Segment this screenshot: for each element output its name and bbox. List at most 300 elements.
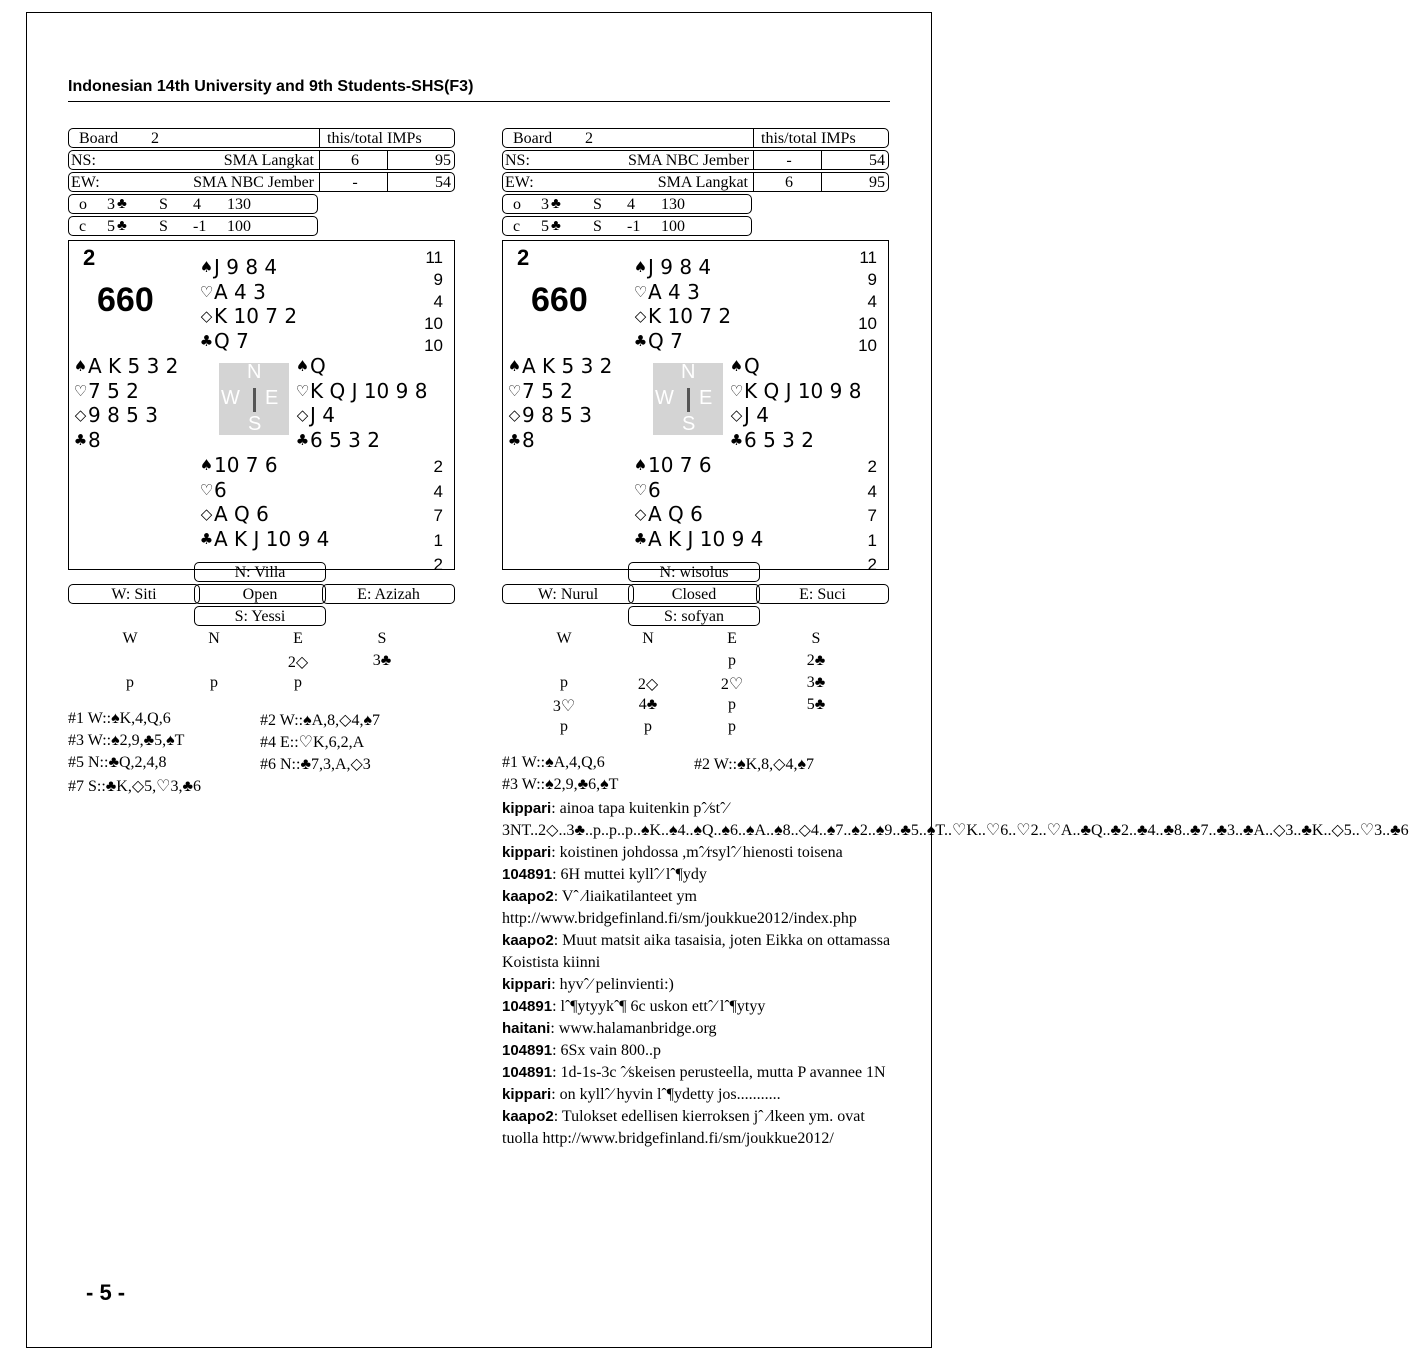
trick-count: 4 xyxy=(867,292,877,311)
result-tricks: -1 xyxy=(193,218,207,235)
east-spades-cards: Q xyxy=(310,354,326,378)
north-hand xyxy=(633,255,731,353)
trick-count: 7 xyxy=(867,506,877,525)
comment-text: : Muut matsit aika tasaisia, joten Eikka on ottamassa Koistista kiinni xyxy=(502,932,891,971)
comment xyxy=(502,886,894,930)
comment xyxy=(502,1106,894,1150)
spade-icon: ♠ xyxy=(633,258,648,276)
west-clubs-line xyxy=(73,428,178,453)
west-diamonds-line xyxy=(73,403,178,428)
ew-total: 95 xyxy=(869,174,885,191)
north-spades-cards: J 9 8 4 xyxy=(648,255,712,279)
result-letter: c xyxy=(513,218,521,235)
south-diamonds-line xyxy=(199,502,329,527)
north-hearts-line xyxy=(633,280,731,305)
bidding-row xyxy=(502,718,889,740)
west-hearts-line xyxy=(507,379,612,404)
east-clubs-line xyxy=(295,428,427,453)
cell-divider xyxy=(387,172,388,192)
cell-divider xyxy=(319,128,320,148)
closed-room-result-row xyxy=(502,216,752,236)
diamond-icon: ◇ xyxy=(74,406,87,424)
diamond-icon: ◇ xyxy=(634,307,647,325)
trick-count: 1 xyxy=(867,530,877,550)
bid: p xyxy=(728,718,736,735)
trick-count: 10 xyxy=(424,336,443,355)
north-spades-line xyxy=(633,255,731,280)
comment xyxy=(502,930,894,974)
south-clubs-line xyxy=(199,527,329,552)
result-letter: o xyxy=(513,196,521,213)
north-hearts-line xyxy=(199,280,297,305)
result-tricks: -1 xyxy=(627,218,641,235)
south-diamonds-cards: A Q 6 xyxy=(648,502,703,526)
ew-row xyxy=(68,172,455,192)
bidding-row xyxy=(68,674,455,696)
result-declarer: S xyxy=(159,218,168,235)
comment-author: kaapo2 xyxy=(502,1108,554,1125)
east-hearts-cards: K Q J 10 9 8 xyxy=(744,378,862,403)
club-icon: ♣ xyxy=(199,529,214,548)
north-hearts-cards: A 4 3 xyxy=(648,279,700,304)
result-score: 100 xyxy=(227,218,251,235)
spade-icon: ♠ xyxy=(73,357,88,375)
comment-text: : Tulokset edellisen kierroksen jˆ ⁄lkeen ym. ovat tuolla http://www.bridgefinland.fi/sm/joukkue2012/ xyxy=(502,1108,865,1147)
comment-author: kaapo2 xyxy=(502,888,554,905)
south-hand xyxy=(633,453,763,551)
comment-author: kaapo2 xyxy=(502,932,554,949)
comment xyxy=(502,842,894,864)
trick-count: 9 xyxy=(867,270,877,289)
club-icon: ♣ xyxy=(199,331,214,350)
cell-divider xyxy=(387,150,388,170)
ns-label: NS: xyxy=(71,152,96,169)
compass xyxy=(219,363,289,435)
bid: 2♣ xyxy=(806,652,826,669)
trick-count: 4 xyxy=(433,292,443,311)
result-contract: 5 xyxy=(541,218,549,235)
bidding-seat: E xyxy=(727,630,737,647)
compass-w: W xyxy=(221,387,240,409)
diamond-icon: ◇ xyxy=(200,307,213,325)
west-diamonds-cards: 9 8 5 3 xyxy=(88,403,158,427)
south-diamonds-cards: A Q 6 xyxy=(214,502,269,526)
trick-play: #5 N::♣Q,2,4,8 xyxy=(68,754,167,771)
cell-divider xyxy=(753,128,754,148)
south-diamonds-line xyxy=(633,502,763,527)
bidding-row xyxy=(502,674,889,696)
comment xyxy=(502,1040,894,1062)
bidding-seat: S xyxy=(377,630,387,647)
compass-s: S xyxy=(248,413,262,435)
bidding-seat: N xyxy=(208,630,220,647)
bidding-seat: E xyxy=(293,630,303,647)
board-record-closed xyxy=(502,128,1409,1288)
heart-icon: ♡ xyxy=(73,381,88,400)
diamond-icon: ◇ xyxy=(634,505,647,523)
ns-team: SMA Langkat xyxy=(223,152,314,169)
ew-imps: 6 xyxy=(785,174,793,191)
trick-count: 10 xyxy=(424,314,443,333)
trick-play: #3 W::♠2,9,♣6,♠T xyxy=(502,776,619,793)
trick-count: 7 xyxy=(433,506,443,525)
south-clubs-cards: A K J 10 9 4 xyxy=(648,526,764,551)
ew-team: SMA NBC Jember xyxy=(193,174,314,191)
trick-count: 4 xyxy=(867,481,877,501)
west-spades-cards: A K 5 3 2 xyxy=(522,354,613,378)
trick-count: 4 xyxy=(433,481,443,501)
south-clubs-line xyxy=(633,527,763,552)
trick-count: 2 xyxy=(433,457,443,476)
trick-play: #6 N::♣7,3,A,◇3 xyxy=(260,756,371,773)
east-diamonds-line xyxy=(729,403,861,428)
par-score: 660 xyxy=(97,281,154,319)
trick-play: #2 W::♠A,8,◇4,♠7 xyxy=(260,712,380,729)
cell-divider xyxy=(821,172,822,192)
result-score: 100 xyxy=(661,218,685,235)
west-hand xyxy=(507,354,612,452)
result-suit: ♣ xyxy=(551,196,561,212)
south-spades-cards: 10 7 6 xyxy=(214,453,278,477)
trick-play: #2 W::♠K,8,◇4,♠7 xyxy=(694,756,814,773)
comment xyxy=(502,996,894,1018)
west-spades-line xyxy=(507,354,612,379)
bid: 4♣ xyxy=(638,696,658,713)
comment-text: : on kyllˆ⁄ hyvin lˆ¶ydetty jos........... xyxy=(551,1086,781,1103)
comment xyxy=(502,1062,894,1084)
trick-play: #4 E::♡K,6,2,A xyxy=(260,734,365,751)
south-hand xyxy=(199,453,329,551)
spade-icon: ♠ xyxy=(199,456,214,474)
south-hearts-line xyxy=(633,478,763,503)
bid: p xyxy=(210,674,218,691)
west-spades-line xyxy=(73,354,178,379)
bidding-header xyxy=(68,630,455,652)
comment xyxy=(502,798,1409,842)
par-score: 660 xyxy=(531,281,588,319)
board-record-open xyxy=(68,128,455,828)
comment-author: kippari xyxy=(502,844,552,861)
result-suit: ♣ xyxy=(551,218,561,234)
comment xyxy=(502,1084,894,1106)
player-west: W: Nurul xyxy=(502,584,634,604)
club-icon: ♣ xyxy=(73,430,88,449)
bid: 3♣ xyxy=(372,652,392,669)
page-title: Indonesian 14th University and 9th Students-SHS(F3) xyxy=(68,78,474,95)
trick-play: #1 W::♠K,4,Q,6 xyxy=(68,710,171,727)
west-hearts-line xyxy=(73,379,178,404)
player-south: S: Yessi xyxy=(194,606,326,626)
east-spades-line xyxy=(295,354,427,379)
club-icon: ♣ xyxy=(633,529,648,548)
imps-label: this/total IMPs xyxy=(327,130,422,147)
east-hearts-cards: K Q J 10 9 8 xyxy=(310,378,428,403)
result-contract: 3 xyxy=(107,196,115,213)
south-clubs-cards: A K J 10 9 4 xyxy=(214,526,330,551)
bidding-row xyxy=(502,696,889,718)
club-icon: ♣ xyxy=(729,430,744,449)
cell-divider xyxy=(753,150,754,170)
comment-text: : koistinen johdossa ,mˆ⁄rsylˆ⁄ hienosti toisena xyxy=(551,844,843,861)
bidding-row xyxy=(502,652,889,674)
heart-icon: ♡ xyxy=(199,480,214,499)
result-suit: ♣ xyxy=(117,196,127,212)
heart-icon: ♡ xyxy=(729,381,744,400)
diamond-icon: ◇ xyxy=(296,406,309,424)
ns-total: 54 xyxy=(869,152,885,169)
player-west: W: Siti xyxy=(68,584,200,604)
board-number: 2 xyxy=(151,130,159,147)
ew-team: SMA Langkat xyxy=(657,174,748,191)
bid: 3♡ xyxy=(552,698,576,715)
closed-room-result-row xyxy=(68,216,318,236)
board-label: Board xyxy=(513,130,553,147)
ns-trick-table xyxy=(415,247,443,357)
cell-divider xyxy=(753,172,754,192)
bidding-seat: S xyxy=(811,630,821,647)
bidding-header xyxy=(502,630,889,652)
spade-icon: ♠ xyxy=(507,357,522,375)
diagram-board-number: 2 xyxy=(83,245,96,270)
player-north: N: wisolus xyxy=(628,562,760,582)
trick-play: #1 W::♠A,4,Q,6 xyxy=(502,754,605,771)
east-hearts-line xyxy=(729,379,861,404)
comment xyxy=(502,974,894,996)
compass-e: E xyxy=(265,387,279,409)
comment-author: haitani xyxy=(502,1020,551,1037)
comment-author: kippari xyxy=(502,800,552,817)
north-diamonds-cards: K 10 7 2 xyxy=(648,304,732,328)
result-declarer: S xyxy=(593,218,602,235)
player-south: S: sofyan xyxy=(628,606,760,626)
title-rule xyxy=(68,101,890,102)
comment-text: : www.halamanbridge.org xyxy=(550,1020,717,1037)
west-clubs-cards: 8 xyxy=(88,427,101,452)
ns-imps: 6 xyxy=(351,152,359,169)
board-header-row xyxy=(502,128,889,148)
comment-text: : Vˆ ⁄liaikatilanteet ym http://www.bridgefinland.fi/sm/joukkue2012/index.php xyxy=(502,888,857,927)
board-label: Board xyxy=(79,130,119,147)
bid: 3♣ xyxy=(806,674,826,691)
east-clubs-cards: 6 5 3 2 xyxy=(310,427,380,452)
east-diamonds-line xyxy=(295,403,427,428)
result-declarer: S xyxy=(593,196,602,213)
east-clubs-line xyxy=(729,428,861,453)
ew-trick-table xyxy=(415,455,443,578)
open-room-result-row xyxy=(502,194,752,214)
ns-team: SMA NBC Jember xyxy=(628,152,749,169)
player-east: E: Azizah xyxy=(322,584,455,604)
club-icon: ♣ xyxy=(295,430,310,449)
south-spades-line xyxy=(199,453,329,478)
result-contract: 5 xyxy=(107,218,115,235)
east-spades-line xyxy=(729,354,861,379)
trick-count: 9 xyxy=(433,270,443,289)
trick-count: 11 xyxy=(859,248,877,267)
west-hearts-cards: 7 5 2 xyxy=(88,378,139,403)
comment-text: : 1d-1s-3c ˆ⁄skeisen perusteella, mutta P avannee 1N xyxy=(552,1064,886,1081)
player-north: N: Villa xyxy=(194,562,326,582)
bidding-seat: W xyxy=(122,630,138,647)
result-contract: 3 xyxy=(541,196,549,213)
north-clubs-line xyxy=(633,329,731,354)
trick-count: 10 xyxy=(858,314,877,333)
east-diamonds-cards: J 4 xyxy=(744,403,769,427)
bid: 5♣ xyxy=(806,696,826,713)
player-east: E: Suci xyxy=(756,584,889,604)
cell-divider xyxy=(319,150,320,170)
north-spades-line xyxy=(199,255,297,280)
ew-label: EW: xyxy=(505,174,534,191)
result-score: 130 xyxy=(661,196,685,213)
comment-text: : hyvˆ⁄ pelinvienti:) xyxy=(551,976,674,993)
heart-icon: ♡ xyxy=(199,282,214,301)
result-score: 130 xyxy=(227,196,251,213)
east-hand xyxy=(295,354,427,452)
comment-author: 104891 xyxy=(502,866,553,883)
east-hearts-line xyxy=(295,379,427,404)
north-hearts-cards: A 4 3 xyxy=(214,279,266,304)
comment-text: : lˆ¶ytyykˆ¶ 6c uskon ettˆ⁄ lˆ¶ytyy xyxy=(552,998,766,1015)
compass-divider xyxy=(687,388,690,412)
west-diamonds-cards: 9 8 5 3 xyxy=(522,403,592,427)
north-clubs-cards: Q 7 xyxy=(214,328,249,353)
north-diamonds-cards: K 10 7 2 xyxy=(214,304,298,328)
trick-count: 10 xyxy=(858,336,877,355)
west-hand xyxy=(73,354,178,452)
page-number: - 5 - xyxy=(86,1280,126,1305)
imps-label: this/total IMPs xyxy=(761,130,856,147)
north-hand xyxy=(199,255,297,353)
bidding-row xyxy=(68,652,455,674)
spade-icon: ♠ xyxy=(199,258,214,276)
ew-row xyxy=(502,172,889,192)
heart-icon: ♡ xyxy=(633,282,648,301)
bid: p xyxy=(644,718,652,735)
trick-count: 11 xyxy=(425,248,443,267)
comment-text: : ainoa tapa kuitenkin pˆ⁄stˆ⁄ 3NT..2◇..3♣..p..p..p..♠K..♠4..♠Q..♠6..♠A..♠8..◇4..♠7..♠2..♠9..♣5..♠T..♡K..♡6..♡2..♡A..♣Q..♣2..♣4..♣8..♣7..♣3..♣A..◇3..♣K..◇5..♡3..♣6 xyxy=(502,800,1409,839)
board-header-row xyxy=(68,128,455,148)
bid: p xyxy=(728,652,736,669)
compass-divider xyxy=(253,388,256,412)
compass-e: E xyxy=(699,387,713,409)
east-hand xyxy=(729,354,861,452)
comment xyxy=(502,1018,894,1040)
compass-s: S xyxy=(682,413,696,435)
room-name: Closed xyxy=(628,584,760,604)
ew-trick-table xyxy=(849,455,877,578)
result-letter: c xyxy=(79,218,87,235)
diamond-icon: ◇ xyxy=(730,406,743,424)
open-room-result-row xyxy=(68,194,318,214)
ns-row xyxy=(502,150,889,170)
ns-total: 95 xyxy=(435,152,451,169)
ns-row xyxy=(68,150,455,170)
heart-icon: ♡ xyxy=(295,381,310,400)
west-diamonds-line xyxy=(507,403,612,428)
result-letter: o xyxy=(79,196,87,213)
west-clubs-line xyxy=(507,428,612,453)
trick-play: #7 S::♣K,◇5,♡3,♣6 xyxy=(68,778,201,795)
west-spades-cards: A K 5 3 2 xyxy=(88,354,179,378)
west-clubs-cards: 8 xyxy=(522,427,535,452)
result-suit: ♣ xyxy=(117,218,127,234)
bid: p xyxy=(294,674,302,691)
comment-author: 104891 xyxy=(502,998,553,1015)
bid: 2♡ xyxy=(720,676,744,693)
north-clubs-line xyxy=(199,329,297,354)
comment xyxy=(502,864,894,886)
comment-text: : 6Sx vain 800..p xyxy=(552,1042,661,1059)
kibitzer-comments xyxy=(502,798,1409,1150)
comment-author: kippari xyxy=(502,976,552,993)
south-hearts-cards: 6 xyxy=(648,477,661,502)
compass xyxy=(653,363,723,435)
result-tricks: 4 xyxy=(193,196,201,213)
room-name: Open xyxy=(194,584,326,604)
ew-label: EW: xyxy=(71,174,100,191)
ew-total: 54 xyxy=(435,174,451,191)
ew-imps: - xyxy=(352,174,358,191)
cell-divider xyxy=(319,172,320,192)
west-hearts-cards: 7 5 2 xyxy=(522,378,573,403)
diamond-icon: ◇ xyxy=(200,505,213,523)
east-diamonds-cards: J 4 xyxy=(310,403,335,427)
club-icon: ♣ xyxy=(507,430,522,449)
compass-w: W xyxy=(655,387,674,409)
ns-imps: - xyxy=(786,152,792,169)
cell-divider xyxy=(821,150,822,170)
result-tricks: 4 xyxy=(627,196,635,213)
compass-n: N xyxy=(247,361,262,383)
south-hearts-cards: 6 xyxy=(214,477,227,502)
south-spades-line xyxy=(633,453,763,478)
club-icon: ♣ xyxy=(633,331,648,350)
ns-label: NS: xyxy=(505,152,530,169)
bid: p xyxy=(560,718,568,735)
south-hearts-line xyxy=(199,478,329,503)
bid: p xyxy=(728,696,736,713)
spade-icon: ♠ xyxy=(295,357,310,375)
bid: p xyxy=(560,674,568,691)
comment-author: kippari xyxy=(502,1086,552,1103)
heart-icon: ♡ xyxy=(633,480,648,499)
south-spades-cards: 10 7 6 xyxy=(648,453,712,477)
ns-trick-table xyxy=(849,247,877,357)
trick-count: 2 xyxy=(867,457,877,476)
bidding-seat: N xyxy=(642,630,654,647)
spade-icon: ♠ xyxy=(633,456,648,474)
comment-author: 104891 xyxy=(502,1042,553,1059)
bid: 2◇ xyxy=(637,676,659,693)
north-diamonds-line xyxy=(199,304,297,329)
north-diamonds-line xyxy=(633,304,731,329)
diamond-icon: ◇ xyxy=(508,406,521,424)
trick-count: 1 xyxy=(433,530,443,550)
east-clubs-cards: 6 5 3 2 xyxy=(744,427,814,452)
diagram-board-number: 2 xyxy=(517,245,530,270)
bid: 2◇ xyxy=(287,654,309,671)
bidding-seat: W xyxy=(556,630,572,647)
comment-text: : 6H muttei kyllˆ⁄ lˆ¶ydy xyxy=(552,866,707,883)
board-number: 2 xyxy=(585,130,593,147)
spade-icon: ♠ xyxy=(729,357,744,375)
east-spades-cards: Q xyxy=(744,354,760,378)
trick-count: 2 xyxy=(433,555,443,574)
comment-author: 104891 xyxy=(502,1064,553,1081)
result-declarer: S xyxy=(159,196,168,213)
bid: p xyxy=(126,674,134,691)
